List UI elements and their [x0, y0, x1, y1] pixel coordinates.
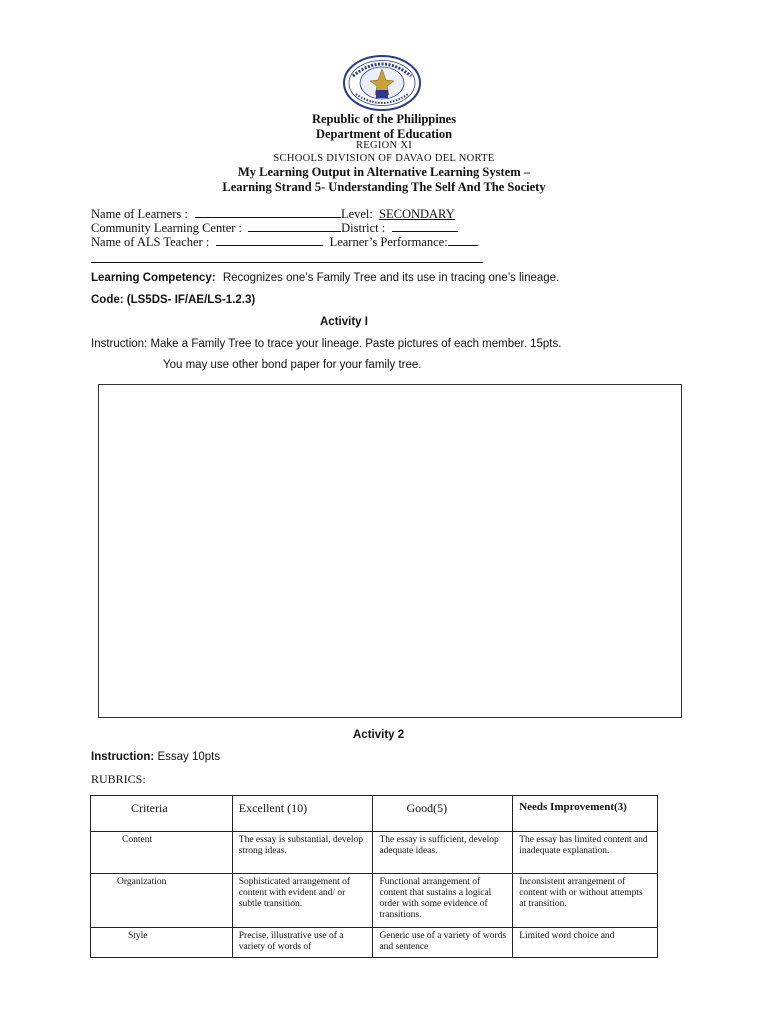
- header-criteria: Criteria: [91, 796, 233, 832]
- table-cell: Limited word choice and: [513, 928, 658, 958]
- rubrics-label: RUBRICS:: [91, 772, 146, 786]
- table-cell: Generic use of a variety of words and sentence: [373, 928, 513, 958]
- clc-blank[interactable]: [248, 221, 341, 232]
- clc-line: [91, 221, 458, 236]
- criteria-organization: Organization: [91, 874, 233, 928]
- criteria-style: Style: [91, 928, 233, 958]
- district-blank[interactable]: [392, 221, 458, 232]
- level-label: Level:: [340, 207, 373, 221]
- criteria-content: Content: [91, 832, 233, 874]
- header-good: Good(5): [373, 796, 513, 832]
- activity1-instruction: Instruction: Make a Family Tree to trace your lineage. Paste pictures of each member. 15pts.: [91, 338, 562, 350]
- learners-blank[interactable]: [195, 207, 341, 218]
- teacher-blank[interactable]: [216, 235, 323, 246]
- activity1-note: You may use other bond paper for your family tree.: [163, 359, 422, 371]
- table-cell: Precise, illustrative use of a variety of words of: [232, 928, 373, 958]
- performance-label: Learner’s Performance:: [329, 235, 448, 249]
- divider-line: [91, 262, 483, 263]
- table-cell: The essay is substantial, develop strong ideas.: [232, 832, 373, 874]
- table-cell: Sophisticated arrangement of content with evident and/ or subtle transition.: [232, 874, 373, 928]
- strand-title: Learning Strand 5- Understanding The Self And The Society: [222, 180, 546, 194]
- deped-seal-logo: [342, 54, 422, 112]
- table-cell: The essay has limited content and inadequate explanation.: [513, 832, 658, 874]
- teacher-line: [91, 235, 478, 250]
- competency-line: [91, 272, 559, 284]
- activity2-instruction: [91, 751, 220, 763]
- district-label: District :: [341, 221, 386, 235]
- level-value: SECONDARY: [379, 207, 455, 221]
- region-heading: REGION XI: [355, 140, 413, 151]
- division-heading: SCHOOLS DIVISION OF DAVAO DEL NORTE: [273, 153, 495, 164]
- learners-label: Name of Learners :: [91, 207, 188, 221]
- output-title: My Learning Output in Alternative Learning System –: [237, 165, 531, 179]
- table-cell: The essay is sufficient, develop adequate ideas.: [373, 832, 513, 874]
- performance-blank[interactable]: [448, 235, 478, 246]
- competency-text: Recognizes one’s Family Tree and its use in tracing one’s lineage.: [222, 272, 560, 284]
- header-needs-improvement: Needs Improvement(3): [513, 796, 658, 832]
- teacher-label: Name of ALS Teacher :: [91, 235, 210, 249]
- table-cell: Inconsistent arrangement of content with or without attempts at transition.: [513, 874, 658, 928]
- competency-label: Learning Competency:: [91, 272, 216, 284]
- table-row: [91, 928, 658, 958]
- department-heading: Department of Education: [315, 127, 453, 141]
- activity1-title: Activity I: [320, 316, 368, 328]
- table-cell: Functional arrangement of content that sustains a logical order with some evidence of transitions.: [373, 874, 513, 928]
- country-heading: Republic of the Philippines: [311, 112, 457, 126]
- header-excellent: Excellent (10): [232, 796, 373, 832]
- activity2-instruction-text: Essay 10pts: [157, 751, 221, 763]
- rubric-table: [90, 795, 658, 958]
- family-tree-box[interactable]: [98, 384, 682, 718]
- competency-code: Code: (LS5DS- IF/AE/LS-1.2.3): [91, 294, 256, 306]
- table-row: [91, 874, 658, 928]
- rubric-header-row: [91, 796, 658, 832]
- activity2-instruction-label: Instruction:: [91, 751, 155, 763]
- activity2-title: Activity 2: [353, 729, 405, 741]
- learners-line: [91, 207, 455, 222]
- clc-label: Community Learning Center :: [91, 221, 243, 235]
- table-row: [91, 832, 658, 874]
